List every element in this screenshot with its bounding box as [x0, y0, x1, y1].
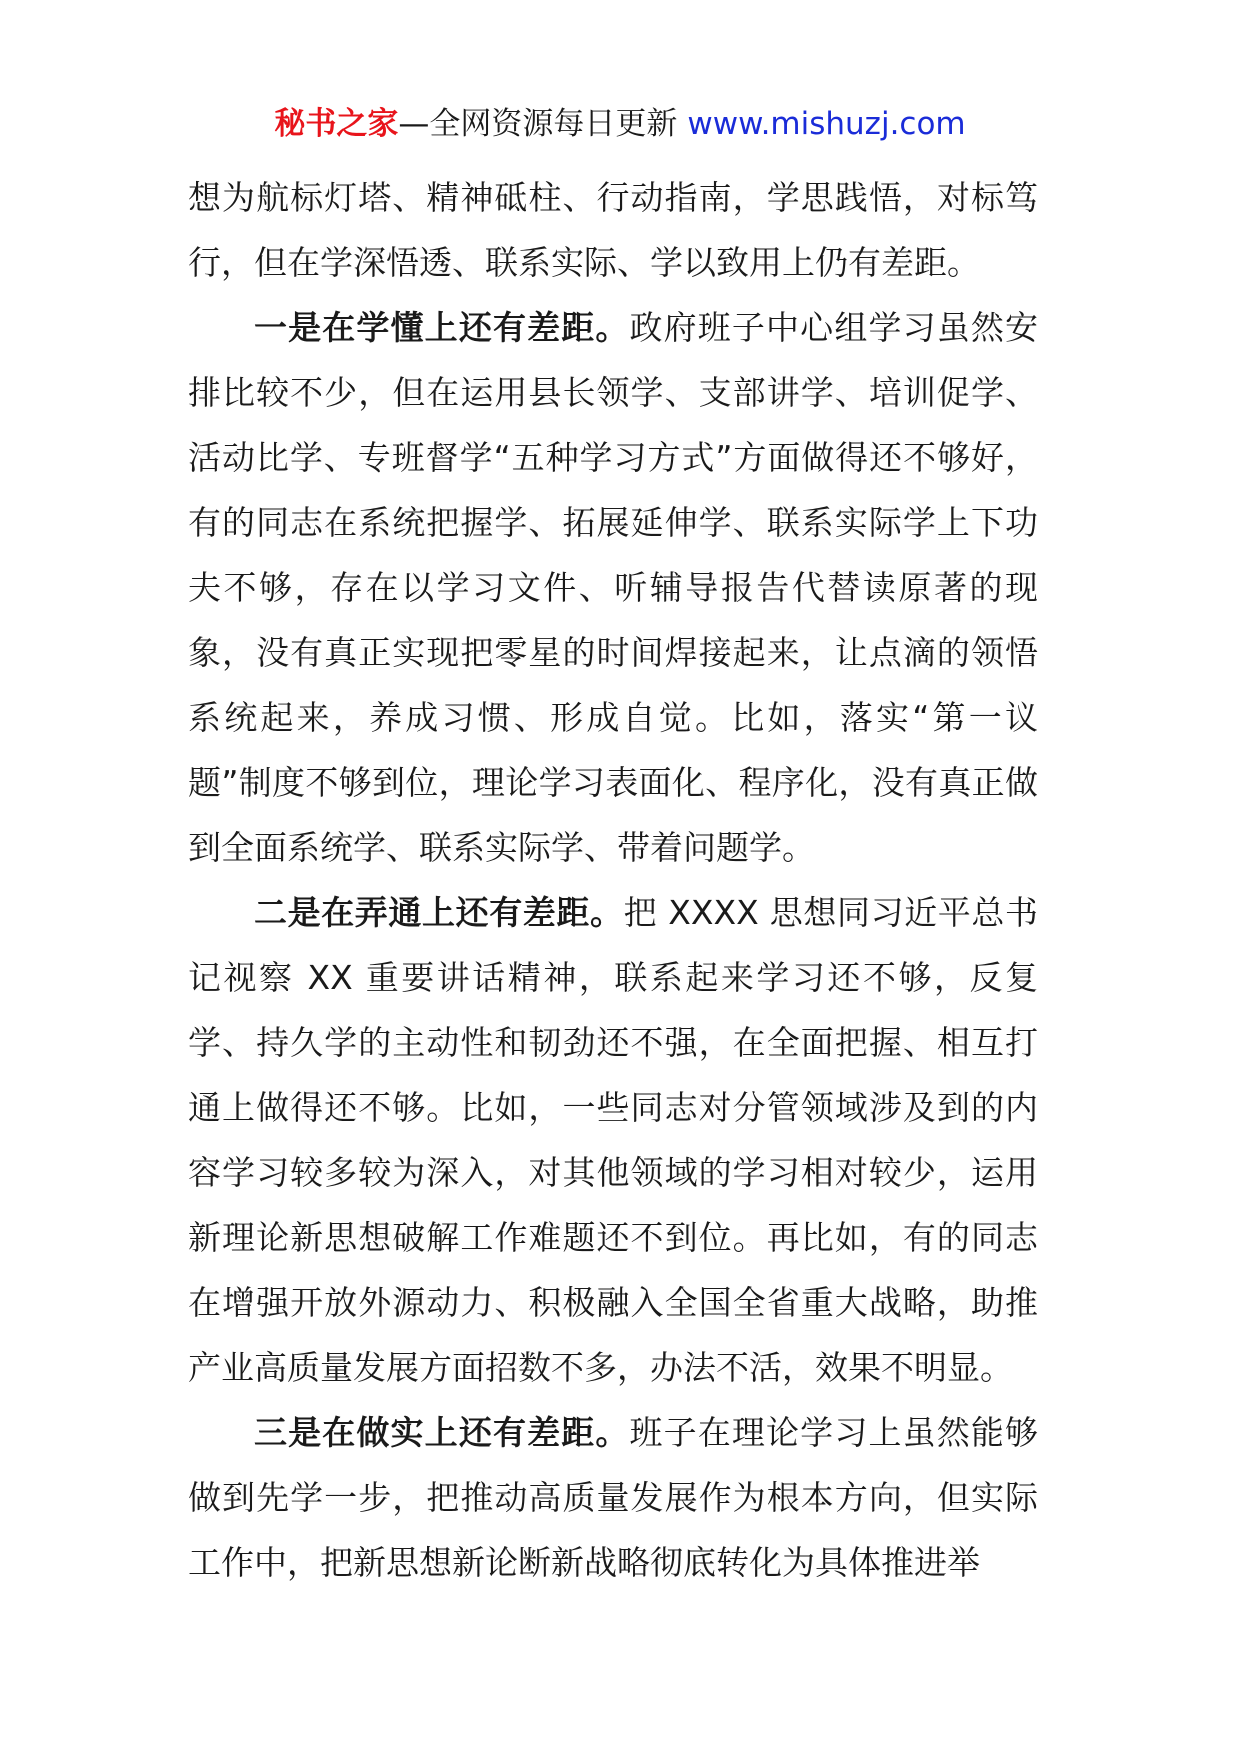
paragraph-continued [188, 165, 1038, 295]
paragraph-point-2 [188, 880, 1038, 1400]
paragraph-text: 把 XXXX 思想同习近平总书记视察 XX 重要讲话精神，联系起来学习还不够，反复学、持久学的主动性和韧劲还不强，在全面把握、相互打通上做得还不够。比如，一些同志对分管领域涉及到的内容学习较多较为深入，对其他领域的学习相对较少，运用新理论新思想破解工作难题还不到位。再比如，有的同志在增强开放外源动力、积极融入全国全省重大战略，助推产业高质量发展方面招数不多，办法不活，效果不明显。 [188, 893, 1038, 1387]
site-url-link[interactable]: www.mishuzj.com [687, 106, 966, 142]
paragraph-point-3 [188, 1400, 1038, 1595]
site-header [0, 100, 1240, 148]
paragraph-text: 班子在理论学习上虽然能够做到先学一步，把推动高质量发展作为根本方向，但实际工作中，把新思想新论断新战略彻底转化为具体推进举 [188, 1413, 1039, 1582]
paragraph-lead: 二是在弄通上还有差距。 [254, 893, 624, 932]
document-body [188, 165, 1038, 1595]
paragraph-text: 想为航标灯塔、精神砥柱、行动指南，学思践悟，对标笃行，但在学深悟透、联系实际、学以致用上仍有差距。 [188, 178, 1038, 282]
paragraph-text: 政府班子中心组学习虽然安排比较不少，但在运用县长领学、支部讲学、培训促学、活动比学、专班督学“五种学习方式”方面做得还不够好，有的同志在系统把握学、拓展延伸学、联系实际学上下功夫不够，存在以学习文件、听辅导报告代替读原著的现象，没有真正实现把零星的时间焊接起来，让点滴的领悟系统起来，养成习惯、形成自觉。比如，落实“第一议题”制度不够到位，理论学习表面化、程序化，没有真正做到全面系统学、联系实际学、带着问题学。 [188, 308, 1039, 867]
header-tagline: —全网资源每日更新 [398, 106, 678, 142]
paragraph-lead: 三是在做实上还有差距。 [254, 1413, 630, 1452]
paragraph-lead: 一是在学懂上还有差距。 [254, 308, 630, 347]
paragraph-point-1 [188, 295, 1038, 880]
brand-name: 秘书之家 [274, 106, 399, 142]
